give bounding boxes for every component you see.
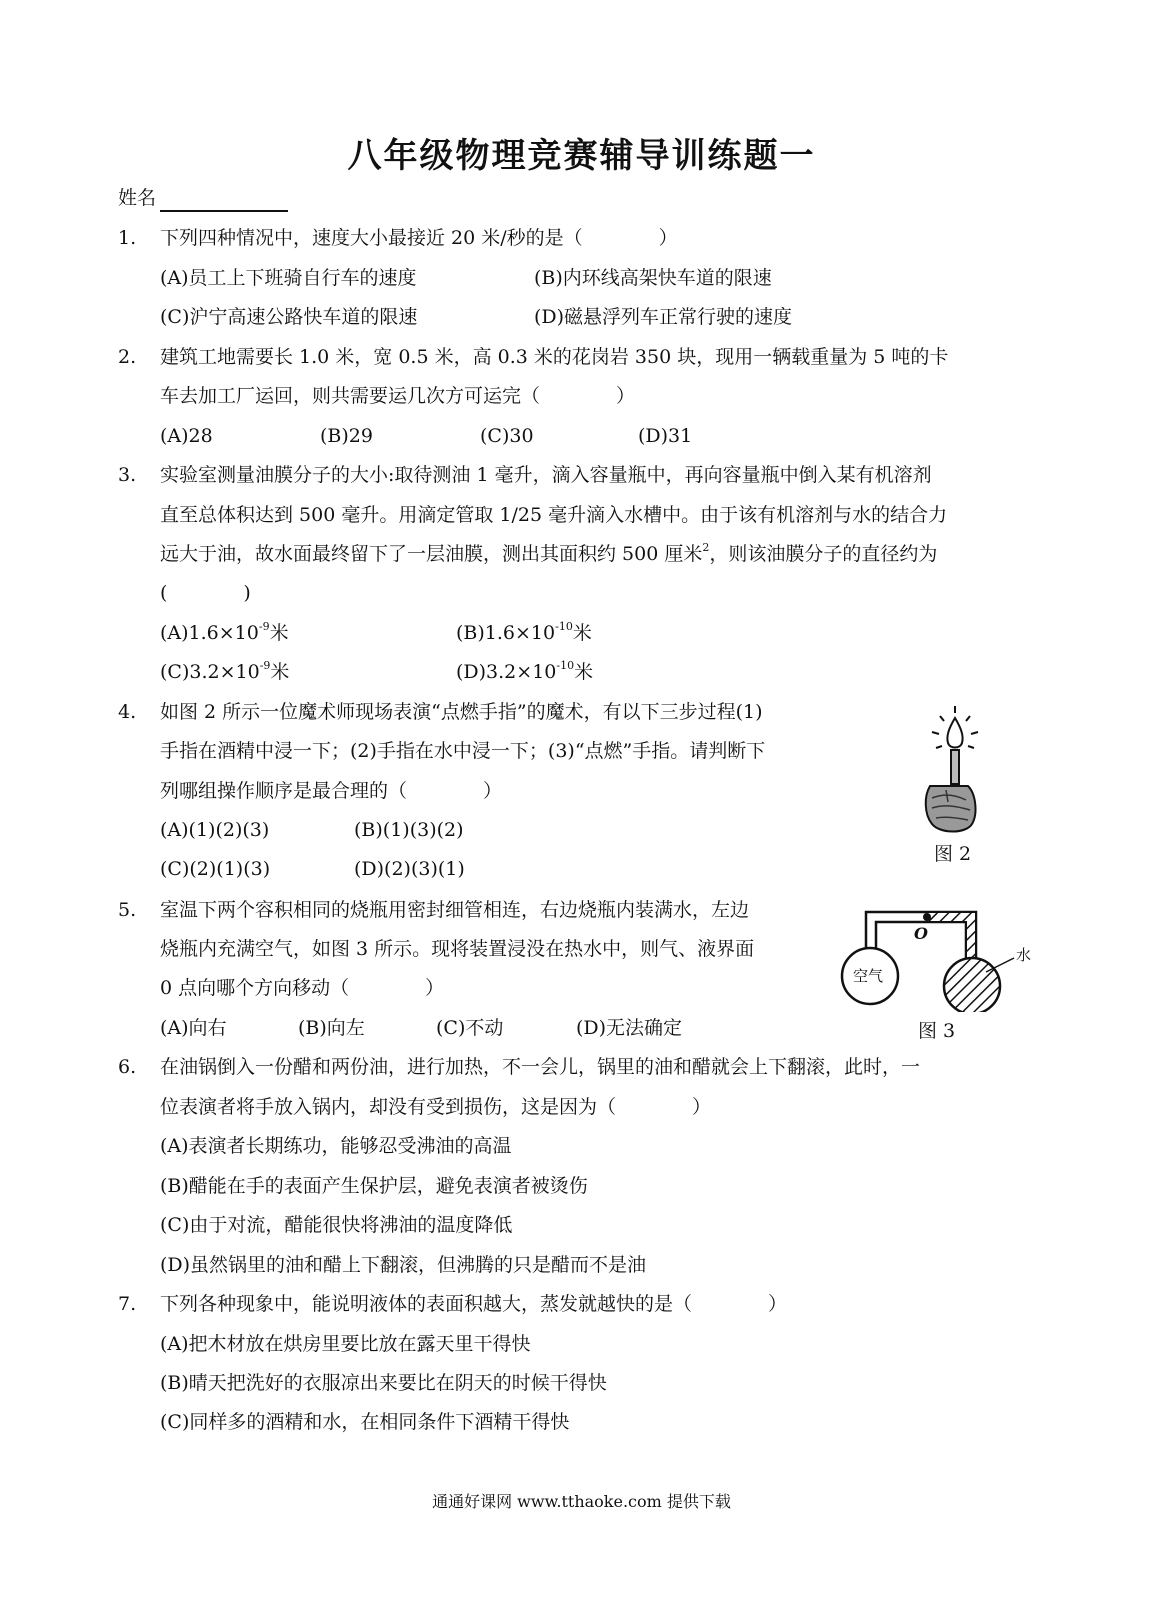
q3-option-d: $(D)3.2\times 10^{-10}$米	[456, 659, 594, 683]
q2-option-c: (C)30	[480, 425, 534, 447]
q1-option-a: (A)员工上下班骑自行车的速度	[160, 267, 417, 289]
q7-option-b: (B)晴天把洗好的衣服凉出来要比在阴天的时候干得快	[160, 1372, 607, 1394]
q1-stem: 下列四种情况中，速度大小最接近 20 米/秒的是（ ）	[160, 227, 678, 249]
q4-option-d: (D)(2)(3)(1)	[354, 858, 465, 880]
q7-stem: 下列各种现象中，能说明液体的表面积越大，蒸发就越快的是（ ）	[160, 1293, 788, 1315]
q7-number: 7.	[118, 1293, 137, 1315]
q1-option-b: (B)内环线高架快车道的限速	[534, 267, 772, 289]
q3-option-b: $(B)1.6\times 10^{-10}$米	[456, 620, 592, 644]
figure2-caption: 图 2	[934, 843, 972, 865]
burning-finger-figure	[918, 706, 988, 836]
q6-option-a: (A)表演者长期练功，能够忍受沸油的高温	[160, 1135, 512, 1157]
q4-stem-line1: 如图 2 所示一位魔术师现场表演“点燃手指”的魔术，有以下三步过程(1)	[160, 701, 763, 723]
page-title: 八年级物理竞赛辅导训练题一	[347, 136, 816, 176]
q1-option-c: (C)沪宁高速公路快车道的限速	[160, 306, 418, 328]
q4-option-b: (B)(1)(3)(2)	[354, 819, 464, 841]
q2-stem-line2: 车去加工厂运回，则共需要运几次方可运完（ ）	[160, 385, 636, 407]
q6-number: 6.	[118, 1056, 137, 1078]
q2-option-d: (D)31	[638, 425, 693, 447]
name-blank-line	[160, 210, 288, 212]
q2-number: 2.	[118, 346, 137, 368]
figure3-point-o-label: O	[914, 924, 928, 943]
q5-option-a: (A)向右	[160, 1017, 227, 1039]
q3-number: 3.	[118, 464, 137, 486]
q2-option-b: (B)29	[320, 425, 373, 447]
q3-option-c: $(C)3.2\times 10^{-9}$米	[160, 659, 290, 683]
q6-stem-line2: 位表演者将手放入锅内，却没有受到损伤，这是因为（ ）	[160, 1096, 712, 1118]
q6-option-b: (B)醋能在手的表面产生保护层，避免表演者被烫伤	[160, 1175, 588, 1197]
q1-option-d: (D)磁悬浮列车正常行驶的速度	[534, 306, 793, 328]
q5-option-d: (D)无法确定	[576, 1017, 683, 1039]
q4-stem-line2: 手指在酒精中浸一下；(2)手指在水中浸一下；(3)“点燃”手指。请判断下	[160, 740, 766, 762]
q6-option-d: (D)虽然锅里的油和醋上下翻滚，但沸腾的只是醋而不是油	[160, 1254, 647, 1276]
q5-option-c: (C)不动	[436, 1017, 504, 1039]
q5-stem-line1: 室温下两个容积相同的烧瓶用密封细管相连，右边烧瓶内装满水，左边	[160, 899, 750, 921]
q4-option-a: (A)(1)(2)(3)	[160, 819, 270, 841]
q2-stem-line1: 建筑工地需要长 1.0 米，宽 0.5 米，高 0.3 米的花岗岩 350 块，现用一辆载重量为 5 吨的卡	[160, 346, 949, 368]
q3-stem-line4: ( )	[160, 582, 251, 604]
q4-number: 4.	[118, 701, 137, 723]
q4-stem-line3: 列哪组操作顺序是最合理的（ ）	[160, 780, 503, 802]
q3-stem-line2: 直至总体积达到 500 毫升。用滴定管取 1/25 毫升滴入水槽中。由于该有机溶剂与水的结合力	[160, 504, 948, 526]
page-footer: 通通好课网 www.tthaoke.com 提供下载	[432, 1492, 731, 1511]
figure3-caption: 图 3	[918, 1020, 956, 1042]
q5-stem-line3: 0 点向哪个方向移动（ ）	[160, 977, 445, 999]
q5-number: 5.	[118, 899, 137, 921]
q7-option-a: (A)把木材放在烘房里要比放在露天里干得快	[160, 1333, 531, 1355]
q6-stem-line1: 在油锅倒入一份醋和两份油，进行加热，不一会儿，锅里的油和醋就会上下翻滚，此时，一	[160, 1056, 921, 1078]
q5-option-b: (B)向左	[298, 1017, 365, 1039]
figure3-air-label: 空气	[853, 967, 884, 985]
q3-stem-line3: 远大于油，故水面最终留下了一层油膜，测出其面积约 500 厘米$^2$，则该油膜分子的直径约为	[160, 541, 938, 565]
q2-option-a: (A)28	[160, 425, 213, 447]
figure3-water-label: 水	[1016, 946, 1032, 964]
q5-stem-line2: 烧瓶内充满空气，如图 3 所示。现将装置浸没在热水中，则气、液界面	[160, 938, 755, 960]
q6-option-c: (C)由于对流，醋能很快将沸油的温度降低	[160, 1214, 513, 1236]
q3-option-a: $(A)1.6\times 10^{-9}$米	[160, 620, 289, 644]
q7-option-c: (C)同样多的酒精和水，在相同条件下酒精干得快	[160, 1411, 570, 1433]
q1-number: 1.	[118, 227, 137, 249]
q4-option-c: (C)(2)(1)(3)	[160, 858, 271, 880]
q3-stem-line1: 实验室测量油膜分子的大小:取待测油 1 毫升，滴入容量瓶中，再向容量瓶中倒入某有机溶剂	[160, 464, 932, 486]
name-label: 姓名	[118, 187, 157, 209]
